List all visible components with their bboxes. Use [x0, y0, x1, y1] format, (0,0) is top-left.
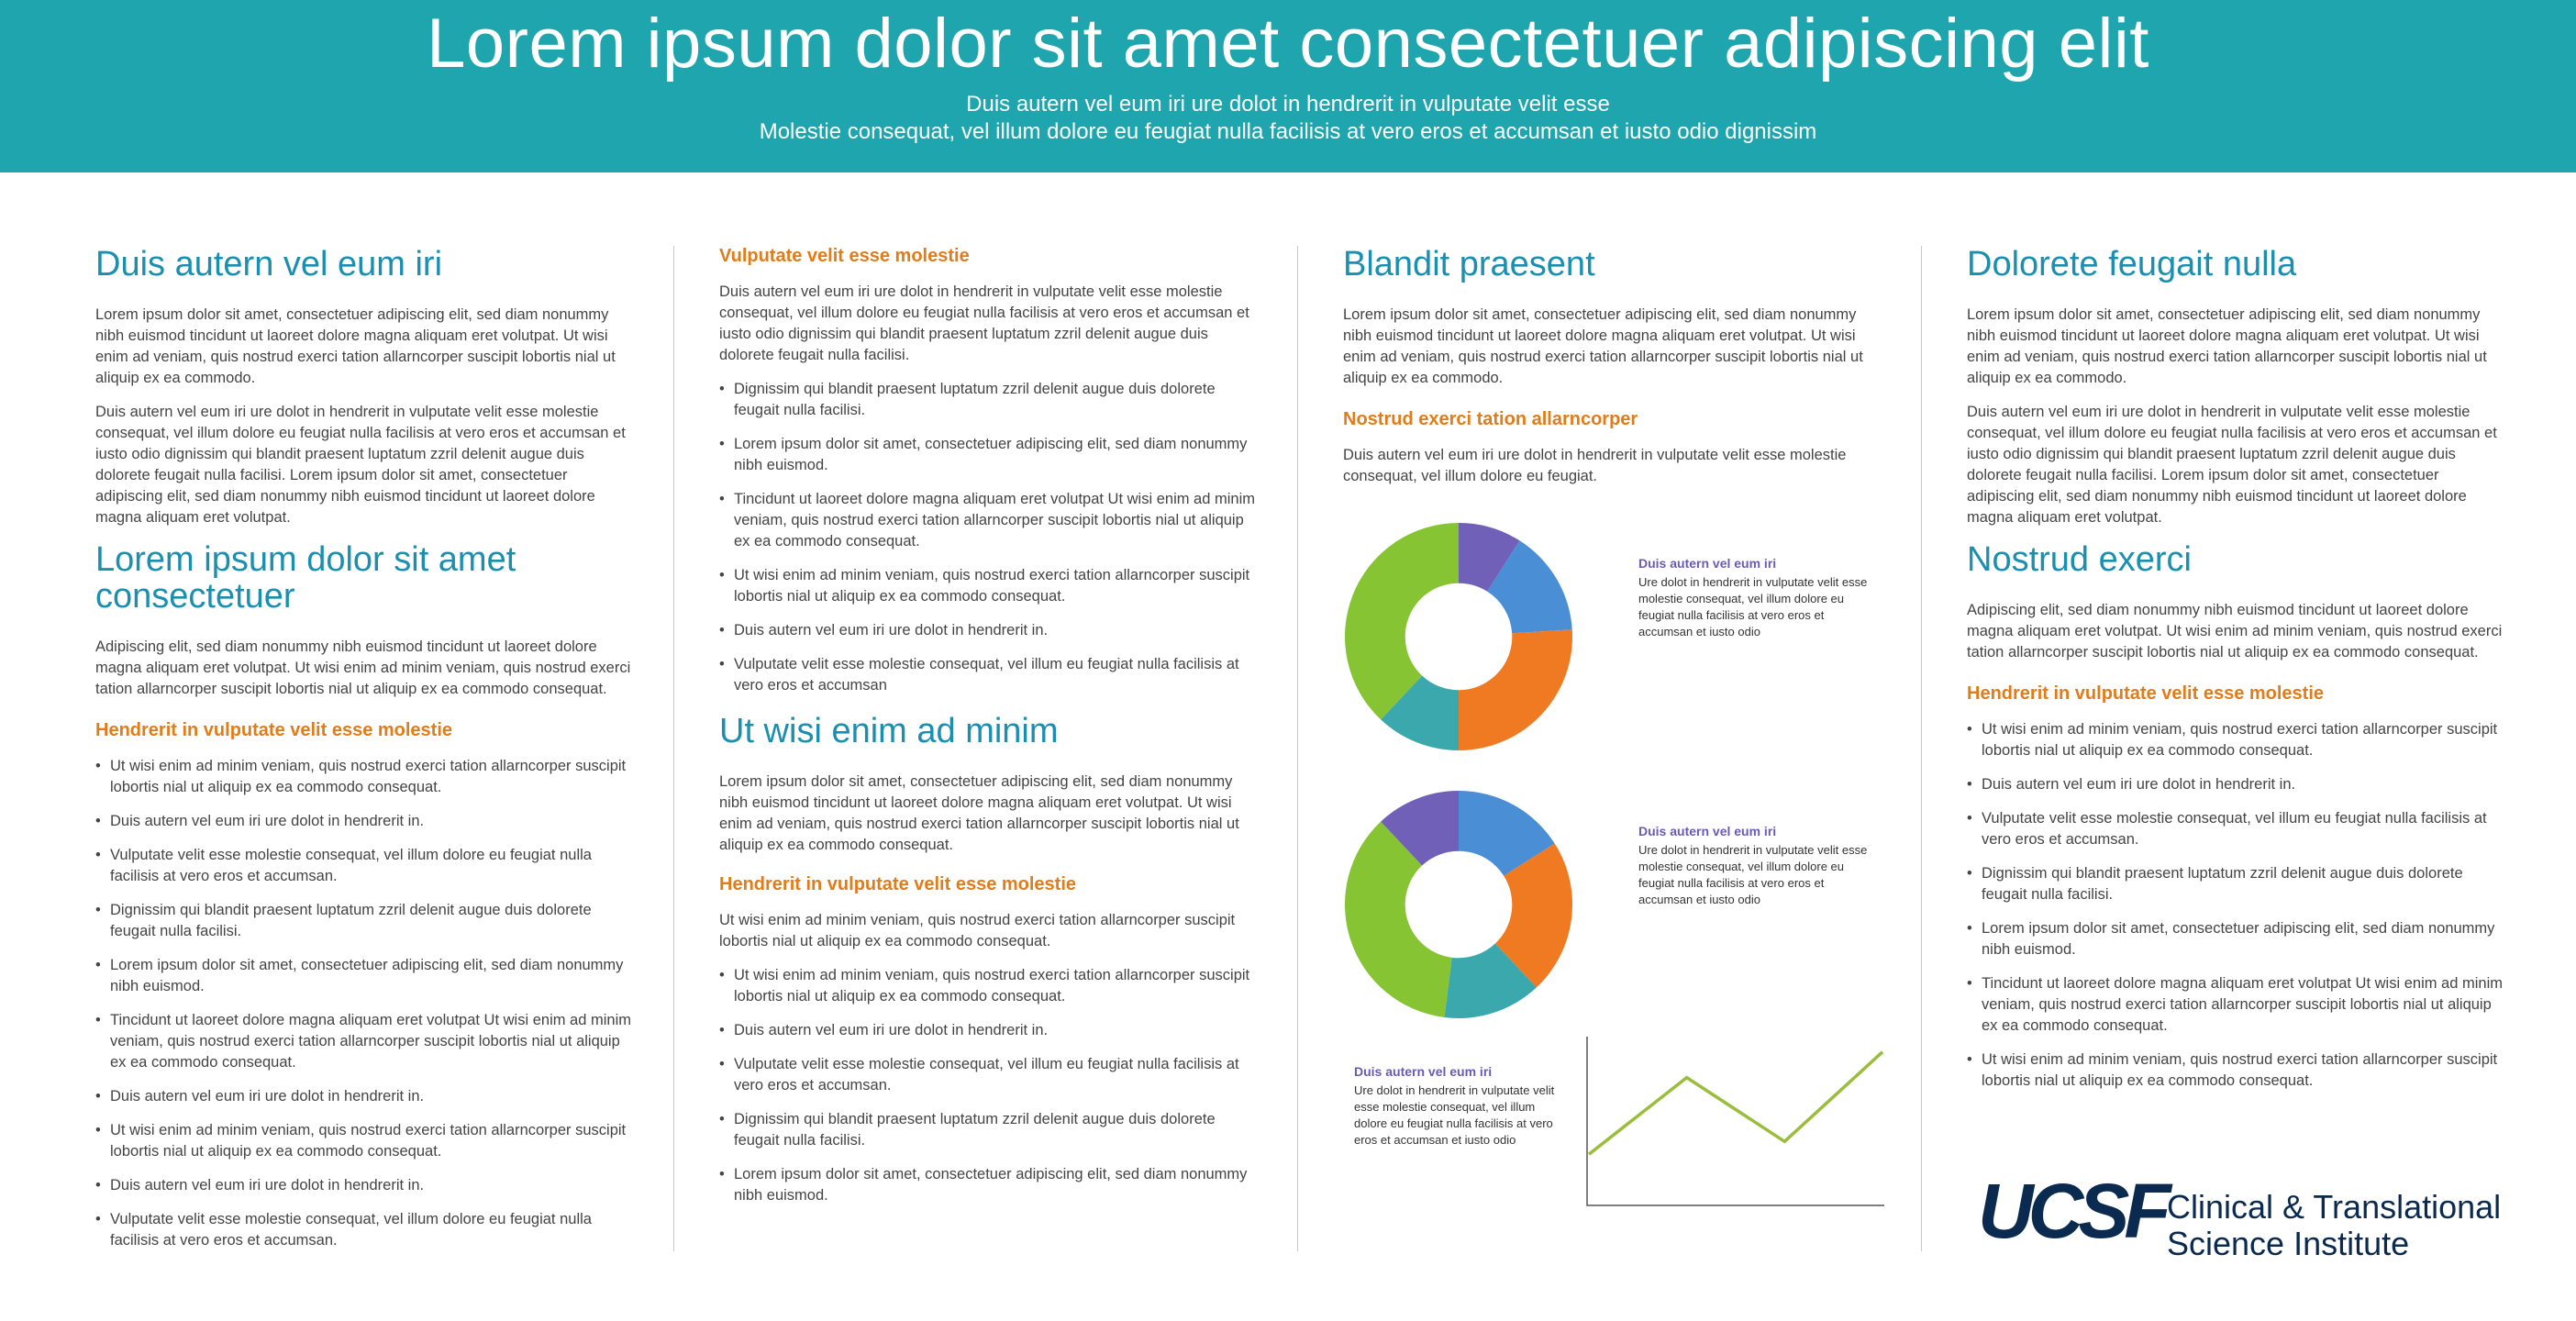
poster-subtitle-line-1: Duis autern vel eum iri ure dolot in hendrerit in vulputate velit esse [966, 92, 1610, 117]
column-3 [1343, 246, 1875, 500]
donut-slice [1459, 629, 1572, 750]
list-item: • Vulputate velit esse molestie consequat, vel illum eu feugiat nulla facilisis at vero eros et accumsan. [1967, 808, 2508, 850]
line-chart [1583, 1027, 1888, 1211]
line-series [1589, 1052, 1882, 1155]
list-item: • Ut wisi enim ad minim veniam, quis nostrud exerci tation allarncorper suscipit lobortis nial ut aliquip ex ea commodo consequat. [95, 756, 637, 798]
chart-note-title: Duis autern vel eum iri [1638, 824, 1777, 838]
chart-note-text: Ure dolot in hendrerit in vulputate velit esse molestie consequat, vel illum dolore eu feugiat nulla facilisis at vero eros et accumsan et iusto odio [1638, 575, 1868, 638]
col4-bullet-list [1967, 719, 2508, 1092]
list-item: • Duis autern vel eum iri ure dolot in hendrerit in. [719, 620, 1260, 641]
ucsf-logo [1978, 1167, 2528, 1268]
col2-subheading-1: Vulputate velit esse molestie [719, 246, 970, 266]
poster-title: Lorem ipsum dolor sit amet consectetuer adipiscing elit [427, 5, 2149, 83]
list-item: • Tincidunt ut laoreet dolore magna aliquam eret volutpat Ut wisi enim ad minim veniam, quis nostrud exerci tation allarncorper suscipit lobortis nial ut aliquip ex ea commodo consequat. [719, 489, 1260, 552]
list-item: • Ut wisi enim ad minim veniam, quis nostrud exerci tation allarncorper suscipit lobortis nial ut aliquip ex ea commodo consequat. [719, 965, 1260, 1007]
list-item: • Dignissim qui blandit praesent luptatum zzril delenit augue duis dolorete feugait nulla facilisi. [719, 379, 1260, 421]
col3-paragraph-2: Duis autern vel eum iri ure dolot in hendrerit in vulputate velit esse molestie consequat, vel illum dolore eu feugiat. [1343, 447, 1847, 484]
list-item: • Lorem ipsum dolor sit amet, consectetuer adipiscing elit, sed diam nonummy nibh euismod. [95, 955, 637, 997]
logo-line-2: Science Institute [2167, 1225, 2410, 1262]
col1-heading: Duis autern vel eum iri [95, 245, 443, 283]
col1-heading-2: Lorem ipsum dolor sit amet consectetuer [95, 540, 516, 616]
list-item: • Ut wisi enim ad minim veniam, quis nostrud exerci tation allarncorper suscipit lobortis nial ut aliquip ex ea commodo consequat. [1967, 719, 2508, 761]
list-item: • Duis autern vel eum iri ure dolot in hendrerit in. [95, 1086, 637, 1107]
donut-chart-2 [1343, 789, 1574, 1020]
column-1 [95, 246, 637, 1268]
chart-note-title: Duis autern vel eum iri [1354, 1064, 1493, 1079]
list-item: • Lorem ipsum dolor sit amet, consectetuer adipiscing elit, sed diam nonummy nibh euismod. [719, 1164, 1260, 1206]
col4-paragraph-3: Adipiscing elit, sed diam nonummy nibh euismod tincidunt ut laoreet dolore magna aliquam eret volutpat. Ut wisi enim ad minim veniam, quis nostrud exerci tation allarncorper suscipit lobortis nial ut aliquip ex ea commodo consequat. [1967, 602, 2503, 660]
list-item: • Ut wisi enim ad minim veniam, quis nostrud exerci tation allarncorper suscipit lobortis nial ut aliquip ex ea commodo consequat. [95, 1120, 637, 1162]
list-item: • Dignissim qui blandit praesent luptatum zzril delenit augue duis dolorete feugait nulla facilisi. [1967, 863, 2508, 905]
list-item: • Vulputate velit esse molestie consequat, vel illum eu feugiat nulla facilisis at vero eros et accumsan [719, 654, 1260, 696]
col3-subheading: Nostrud exerci tation allarncorper [1343, 409, 1638, 429]
col4-heading: Dolorete feugait nulla [1967, 245, 2297, 283]
list-item: • Dignissim qui blandit praesent luptatum zzril delenit augue duis dolorete feugait nulla facilisi. [95, 900, 637, 942]
list-item: • Vulputate velit esse molestie consequat, vel illum dolore eu feugiat nulla facilisis at vero eros et accumsan. [95, 1209, 637, 1251]
col3-paragraph-1: Lorem ipsum dolor sit amet, consectetuer adipiscing elit, sed diam nonummy nibh euismod tincidunt ut laoreet dolore magna aliquam eret volutpat. Ut wisi enim ad veniam, quis nostrud exerci tation allarncorper suscipit lobortis nial ut aliquip ex ea commodo. [1343, 306, 1863, 386]
col1-paragraph-2: Duis autern vel eum iri ure dolot in hendrerit in vulputate velit esse molestie consequat, vel illum dolore eu feugiat nulla facilisis at vero eros et accumsan et iusto odio dignissim qui blandit praesent luptatum zzril delenit augue duis dolorete feugait nulla facilisi. Lorem ipsum dolor sit amet, consectetuer adipiscing elit, sed diam nonummy nibh euismod tincidunt ut laoreet dolore magna aliquam eret volutpat. [95, 404, 626, 526]
col2-bullet-list-1 [719, 379, 1260, 696]
col1-bullet-list [95, 756, 637, 1251]
col1-paragraph-3: Adipiscing elit, sed diam nonummy nibh euismod tincidunt ut laoreet dolore magna aliquam eret volutpat. Ut wisi enim ad minim veniam, quis nostrud exerci tation allarncorper suscipit lobortis nial ut aliquip ex ea commodo consequat. [95, 638, 631, 697]
chart-note-title: Duis autern vel eum iri [1638, 556, 1777, 571]
list-item: • Ut wisi enim ad minim veniam, quis nostrud exerci tation allarncorper suscipit lobortis nial ut aliquip ex ea commodo consequat. [1967, 1049, 2508, 1092]
list-item: • Vulputate velit esse molestie consequat, vel illum dolore eu feugiat nulla facilisis at vero eros et accumsan. [95, 845, 637, 887]
donut-chart-1 [1343, 521, 1574, 752]
col4-heading-2: Nostrud exerci [1967, 540, 2192, 579]
col4-subheading: Hendrerit in vulputate velit esse molestie [1967, 683, 2325, 704]
col2-bullet-list-2 [719, 965, 1260, 1206]
chart-note-2 [1638, 824, 1868, 908]
poster-subtitle-line-2: Molestie consequat, vel illum dolore eu feugiat nulla facilisis at vero eros et accumsan et iusto odio dignissim [759, 119, 1817, 144]
list-item: • Ut wisi enim ad minim veniam, quis nostrud exerci tation allarncorper suscipit lobortis nial ut aliquip ex ea commodo consequat. [719, 565, 1260, 607]
col1-paragraph-1: Lorem ipsum dolor sit amet, consectetuer adipiscing elit, sed diam nonummy nibh euismod tincidunt ut laoreet dolore magna aliquam eret volutpat. Ut wisi enim ad veniam, quis nostrud exerci tation allarncorper suscipit lobortis nial ut aliquip ex ea commodo. [95, 306, 616, 386]
list-item: • Lorem ipsum dolor sit amet, consectetuer adipiscing elit, sed diam nonummy nibh euismod. [1967, 918, 2508, 960]
chart-note-text: Ure dolot in hendrerit in vulputate velit esse molestie consequat, vel illum dolore eu feugiat nulla facilisis at vero eros et accumsan et iusto odio [1354, 1083, 1555, 1147]
list-item: • Tincidunt ut laoreet dolore magna aliquam eret volutpat Ut wisi enim ad minim veniam, quis nostrud exerci tation allarncorper suscipit lobortis nial ut aliquip ex ea commodo consequat. [95, 1010, 637, 1073]
col4-paragraph-1: Lorem ipsum dolor sit amet, consectetuer adipiscing elit, sed diam nonummy nibh euismod tincidunt ut laoreet dolore magna aliquam eret volutpat. Ut wisi enim ad veniam, quis nostrud exerci tation allarncorper suscipit lobortis nial ut aliquip ex ea commodo. [1967, 306, 2487, 386]
column-2 [719, 246, 1260, 1223]
column-4 [1967, 246, 2508, 1108]
ucsf-logo-text [2167, 1189, 2501, 1262]
column-divider [1297, 246, 1298, 1251]
list-item: • Tincidunt ut laoreet dolore magna aliquam eret volutpat Ut wisi enim ad minim veniam, quis nostrud exerci tation allarncorper suscipit lobortis nial ut aliquip ex ea commodo consequat. [1967, 973, 2508, 1037]
list-item: • Duis autern vel eum iri ure dolot in hendrerit in. [95, 1175, 637, 1196]
logo-line-1: Clinical & Translational [2167, 1188, 2502, 1226]
list-item: • Dignissim qui blandit praesent luptatum zzril delenit augue duis dolorete feugait nulla facilisi. [719, 1109, 1260, 1151]
list-item: • Duis autern vel eum iri ure dolot in hendrerit in. [1967, 774, 2508, 795]
ucsf-logo-mark: UCSF [1978, 1168, 2166, 1254]
chart-note-text: Ure dolot in hendrerit in vulputate velit esse molestie consequat, vel illum dolore eu feugiat nulla facilisis at vero eros et accumsan et iusto odio [1638, 843, 1868, 906]
list-item: • Lorem ipsum dolor sit amet, consectetuer adipiscing elit, sed diam nonummy nibh euismod. [719, 434, 1260, 476]
poster-header [0, 0, 2576, 172]
col3-heading: Blandit praesent [1343, 245, 1595, 283]
chart-note-1 [1638, 556, 1868, 640]
column-divider [1921, 246, 1922, 1251]
col4-paragraph-2: Duis autern vel eum iri ure dolot in hendrerit in vulputate velit esse molestie consequat, vel illum dolore eu feugiat nulla facilisis at vero eros et accumsan et iusto odio dignissim qui blandit praesent luptatum zzril delenit augue duis dolorete feugait nulla facilisi. Lorem ipsum dolor sit amet, consectetuer adipiscing elit, sed diam nonummy nibh euismod tincidunt ut laoreet dolore magna aliquam eret volutpat. [1967, 404, 2497, 526]
list-item: • Vulputate velit esse molestie consequat, vel illum eu feugiat nulla facilisis at vero eros et accumsan. [719, 1054, 1260, 1096]
col2-subheading-2: Hendrerit in vulputate velit esse molestie [719, 874, 1077, 894]
chart-note-3 [1354, 1064, 1556, 1149]
list-item: • Duis autern vel eum iri ure dolot in hendrerit in. [719, 1020, 1260, 1041]
col2-heading: Ut wisi enim ad minim [719, 712, 1059, 750]
col2-paragraph-3: Ut wisi enim ad minim veniam, quis nostrud exerci tation allarncorper suscipit lobortis nial ut aliquip ex ea commodo consequat. [719, 912, 1236, 949]
col2-paragraph-1: Duis autern vel eum iri ure dolot in hendrerit in vulputate velit esse molestie consequat, vel illum dolore eu feugiat nulla facilisis at vero eros et accumsan et iusto odio dignissim qui blandit praesent luptatum zzril delenit augue duis dolorete feugait nulla facilisi. [719, 283, 1249, 363]
list-item: • Duis autern vel eum iri ure dolot in hendrerit in. [95, 811, 637, 832]
col1-subheading: Hendrerit in vulputate velit esse molestie [95, 720, 453, 740]
col2-paragraph-2: Lorem ipsum dolor sit amet, consectetuer adipiscing elit, sed diam nonummy nibh euismod tincidunt ut laoreet dolore magna aliquam eret volutpat. Ut wisi enim ad veniam, quis nostrud exerci tation allarncorper suscipit lobortis nial ut aliquip ex ea commodo consequat. [719, 773, 1239, 853]
column-divider [673, 246, 674, 1251]
